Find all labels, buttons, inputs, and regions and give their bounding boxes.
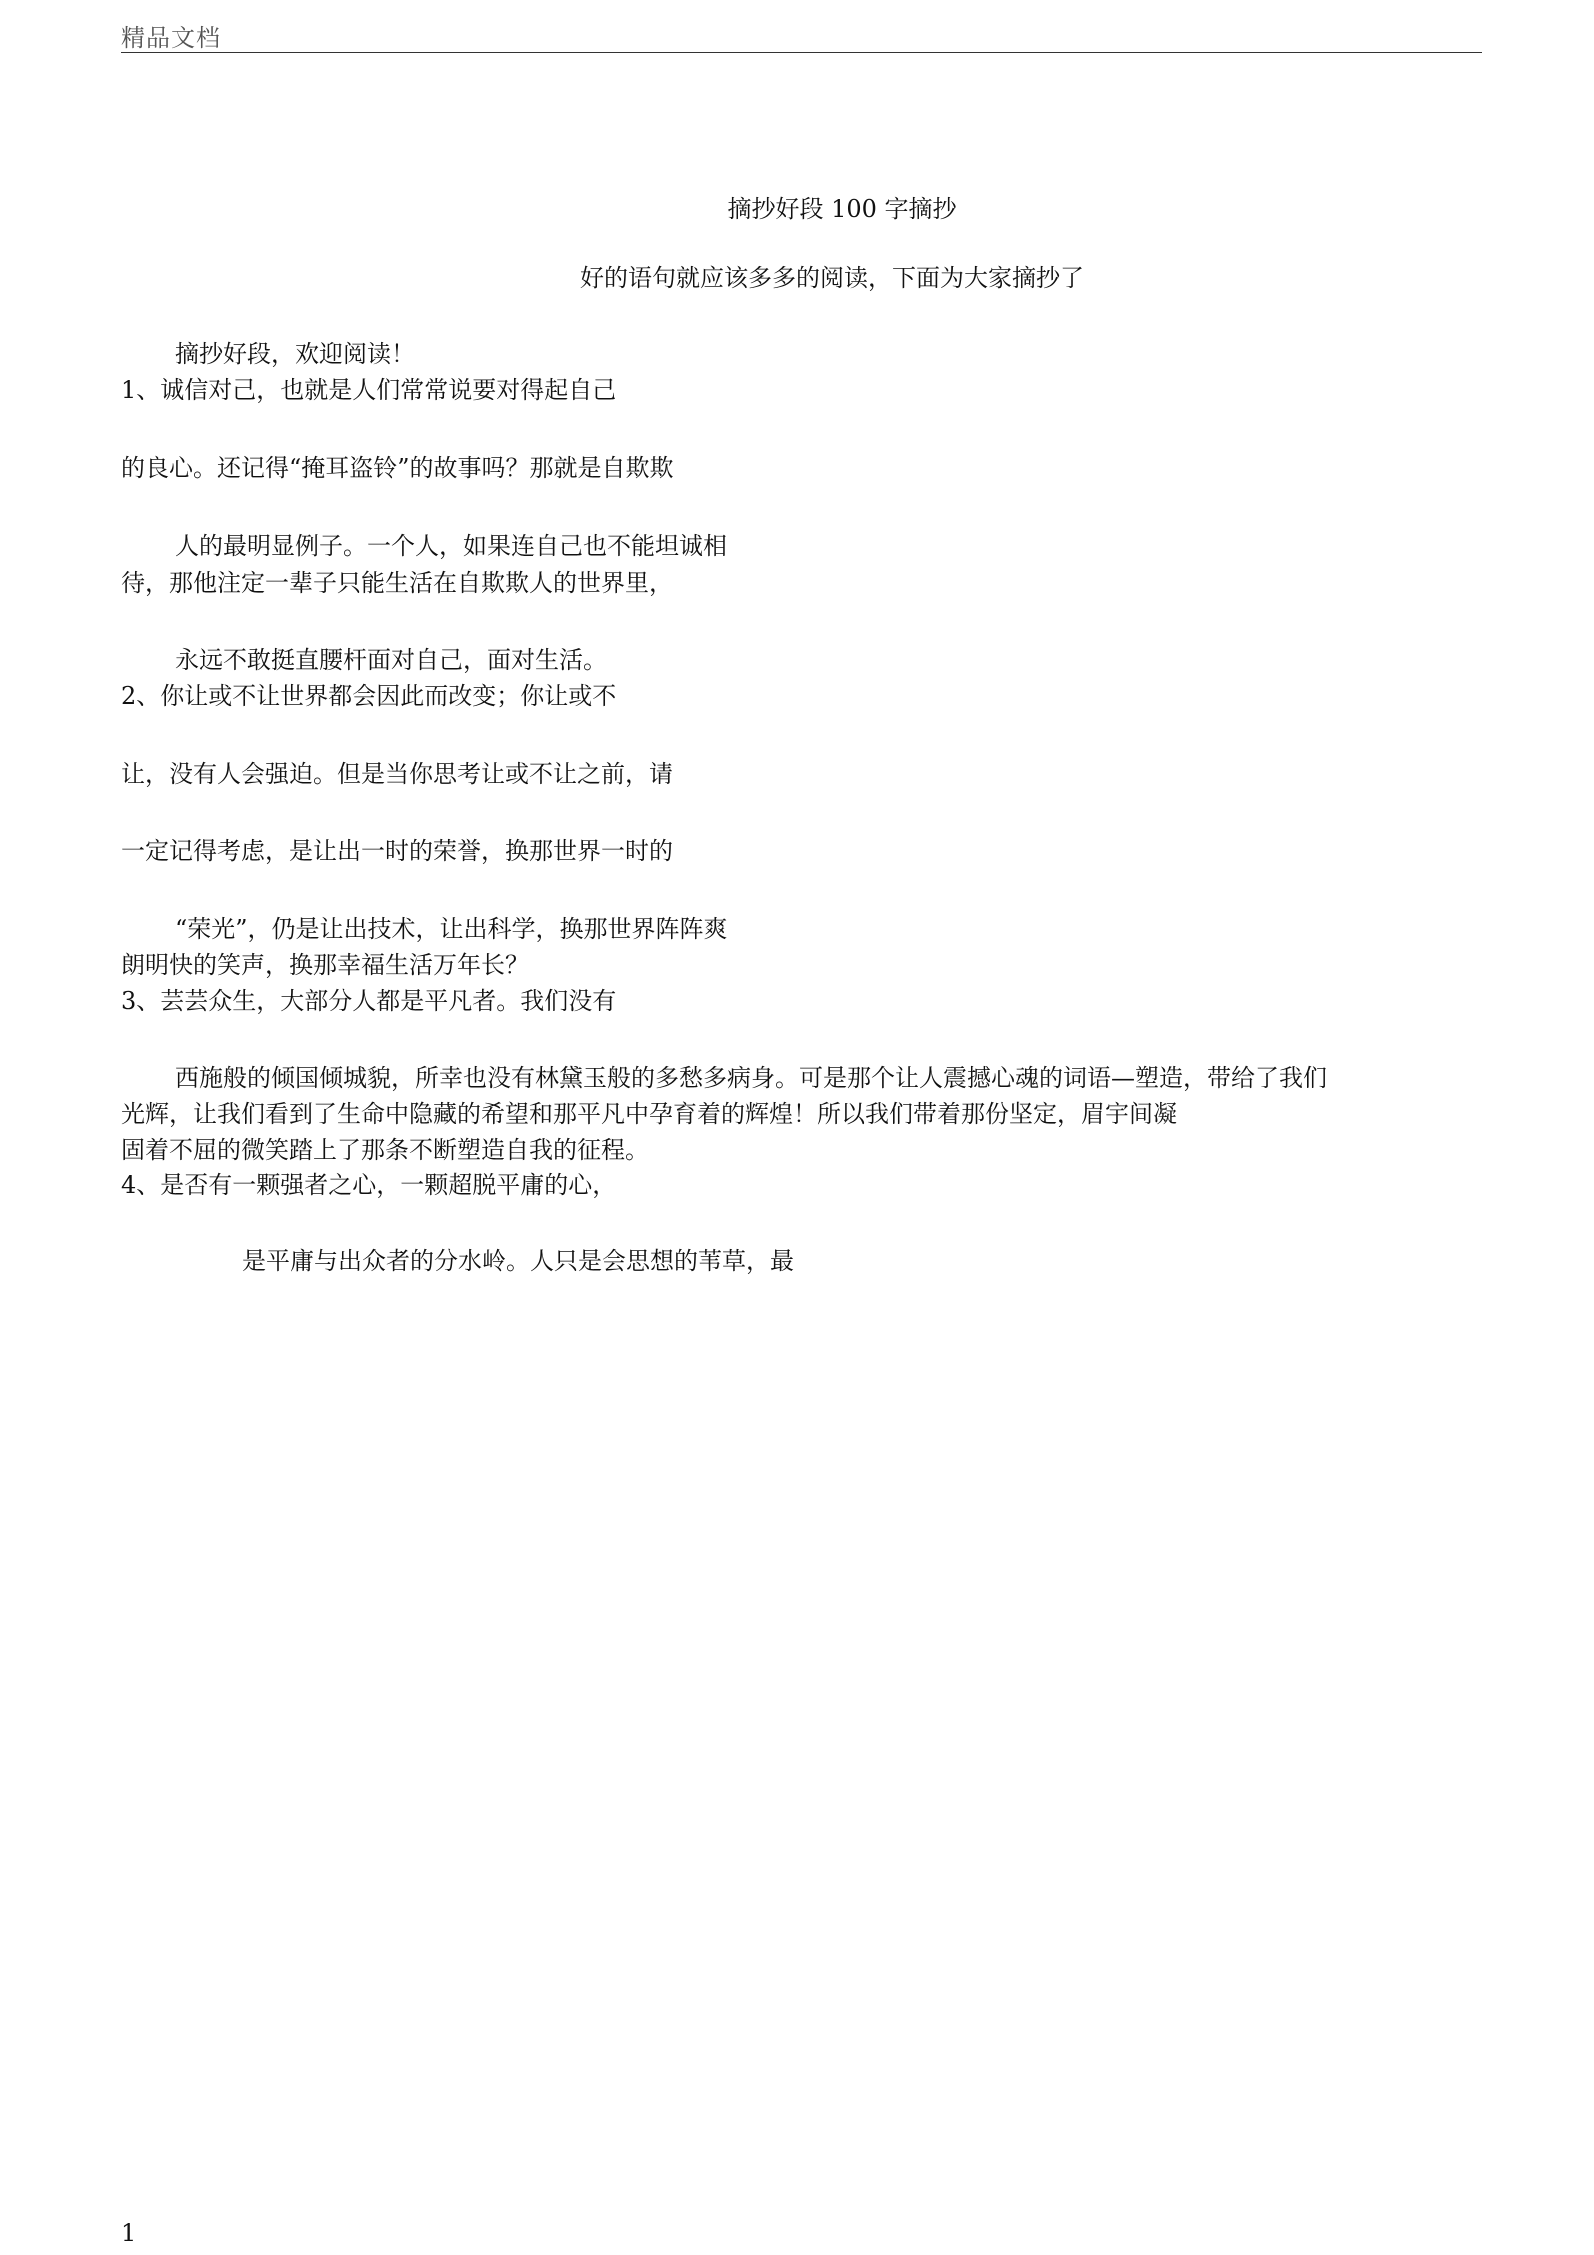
header-label: 精品文档 <box>121 24 221 52</box>
body-line: 固着不屈的微笑踏上了那条不断塑造自我的征程。 <box>121 1136 649 1164</box>
body-line: 朗明快的笑声，换那幸福生活万年长？ <box>121 951 529 979</box>
body-line: 人的最明显例子。一个人，如果连自己也不能坦诚相 <box>175 532 727 560</box>
body-line: 3、芸芸众生，大部分人都是平凡者。我们没有 <box>121 987 617 1015</box>
body-line: 一定记得考虑，是让出一时的荣誉，换那世界一时的 <box>121 837 673 865</box>
document-subtitle: 好的语句就应该多多的阅读，下面为大家摘抄了 <box>580 264 1084 292</box>
body-line: 摘抄好段，欢迎阅读！ <box>175 340 415 368</box>
body-line: 1、诚信对己，也就是人们常常说要对得起自己 <box>121 376 617 404</box>
body-line: 的良心。还记得“掩耳盗铃”的故事吗？那就是自欺欺 <box>121 454 674 482</box>
body-line: 永远不敢挺直腰杆面对自己，面对生活。 <box>175 646 607 674</box>
body-line: 4、是否有一颗强者之心，一颗超脱平庸的心， <box>121 1171 617 1199</box>
body-line: 西施般的倾国倾城貌，所幸也没有林黛玉般的多愁多病身。可是那个让人震撼心魂的词语—塑造，带给了我们 <box>175 1064 1327 1092</box>
body-line: 2、你让或不让世界都会因此而改变；你让或不 <box>121 682 617 710</box>
page-number: 1 <box>121 2219 137 2247</box>
body-line: 待，那他注定一辈子只能生活在自欺欺人的世界里， <box>121 569 673 597</box>
body-line: “荣光”，仍是让出技术，让出科学，换那世界阵阵爽 <box>175 915 728 943</box>
body-line: 光辉，让我们看到了生命中隐藏的希望和那平凡中孕育着的辉煌！所以我们带着那份坚定，眉宇间凝 <box>121 1100 1177 1128</box>
body-line: 是平庸与出众者的分水岭。人只是会思想的苇草，最 <box>242 1247 794 1275</box>
header-divider <box>121 52 1482 53</box>
body-line: 让，没有人会强迫。但是当你思考让或不让之前，请 <box>121 760 673 788</box>
document-title: 摘抄好段 100 字摘抄 <box>727 195 957 223</box>
